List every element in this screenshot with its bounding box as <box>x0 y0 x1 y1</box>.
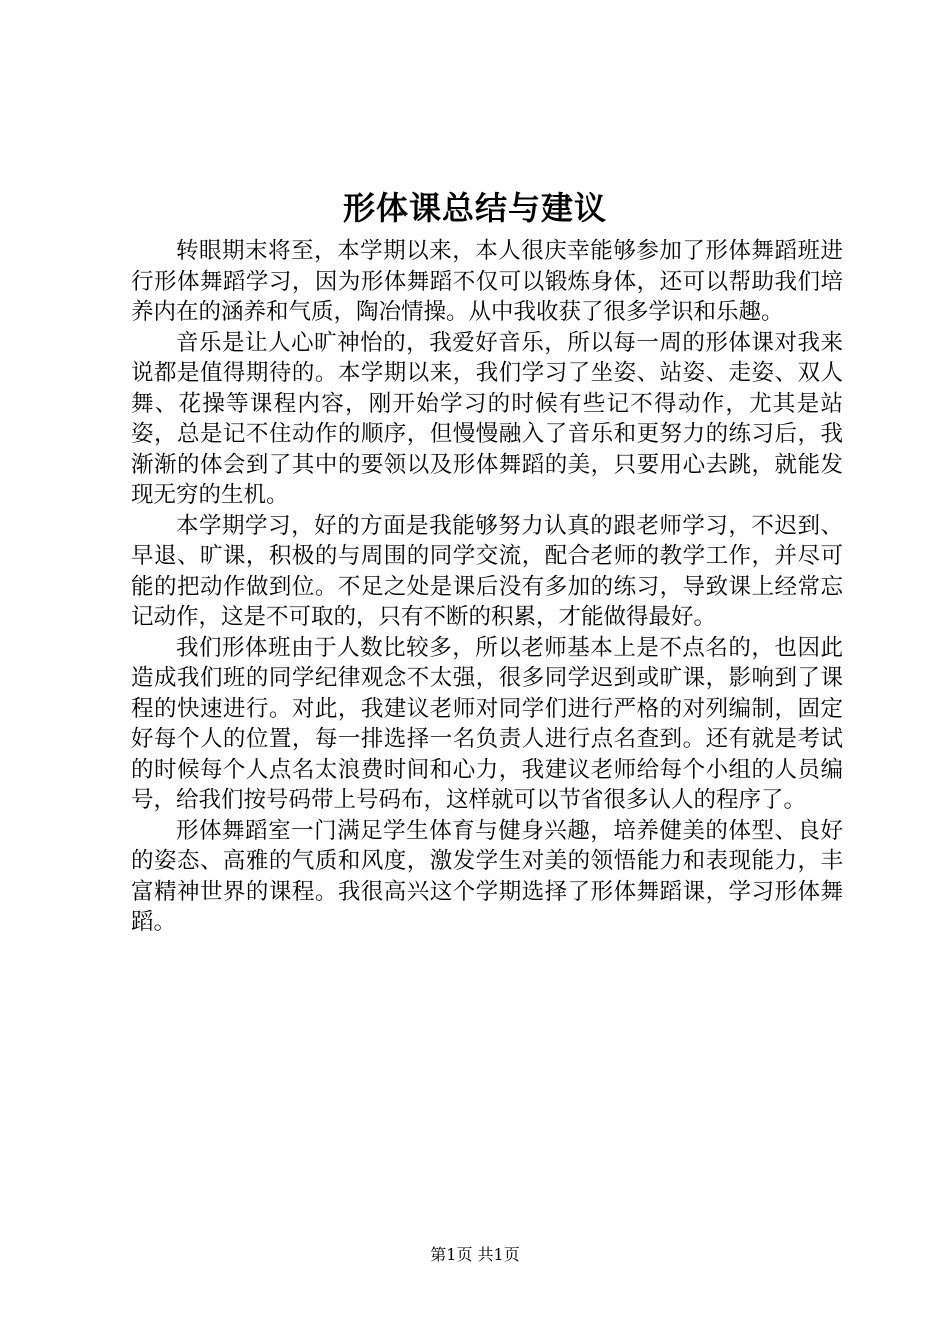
paragraph-4: 我们形体班由于人数比较多，所以老师基本上是不点名的，也因此造成我们班的同学纪律观念不太强，很多同学迟到或旷课，影响到了课程的快速进行。对此，我建议老师对同学们进行严格的对列编制，固定好每个人的位置，每一排选择一名负责人进行点名查到。还有就是考试的时候每个人点名太浪费时间和心力，我建议老师给每个小组的人员编号，给我们按号码带上号码布，这样就可以节省很多认人的程序了。 <box>131 634 843 813</box>
paragraph-3: 本学期学习，好的方面是我能够努力认真的跟老师学习，不迟到、早退、旷课，积极的与周围的同学交流，配合老师的教学工作，并尽可能的把动作做到位。不足之处是课后没有多加的练习，导致课上经常忘记动作，这是不可取的，只有不断的积累，才能做得最好。 <box>131 512 843 630</box>
document-title: 形体课总结与建议 <box>342 189 607 227</box>
paragraph-1: 转眼期末将至，本学期以来，本人很庆幸能够参加了形体舞蹈班进行形体舞蹈学习，因为形体舞蹈不仅可以锻炼身体，还可以帮助我们培养内在的涵养和气质，陶冶情操。从中我收获了很多学识和乐趣。 <box>131 238 843 325</box>
document-body <box>131 236 843 938</box>
paragraph-2: 音乐是让人心旷神怡的，我爱好音乐，所以每一周的形体课对我来说都是值得期待的。本学期以来，我们学习了坐姿、站姿、走姿、双人舞、花操等课程内容，刚开始学习的时候有些记不得动作，尤其是站姿，总是记不住动作的顺序，但慢慢融入了音乐和更努力的练习后，我渐渐的体会到了其中的要领以及形体舞蹈的美，只要用心去跳，就能发现无穷的生机。 <box>131 329 843 508</box>
paragraph-5: 形体舞蹈室一门满足学生体育与健身兴趣，培养健美的体型、良好的姿态、高雅的气质和风度，激发学生对美的领悟能力和表现能力，丰富精神世界的课程。我很高兴这个学期选择了形体舞蹈课，学习形体舞蹈。 <box>131 817 843 935</box>
page-footer: 第1页 共1页 <box>430 1245 520 1264</box>
